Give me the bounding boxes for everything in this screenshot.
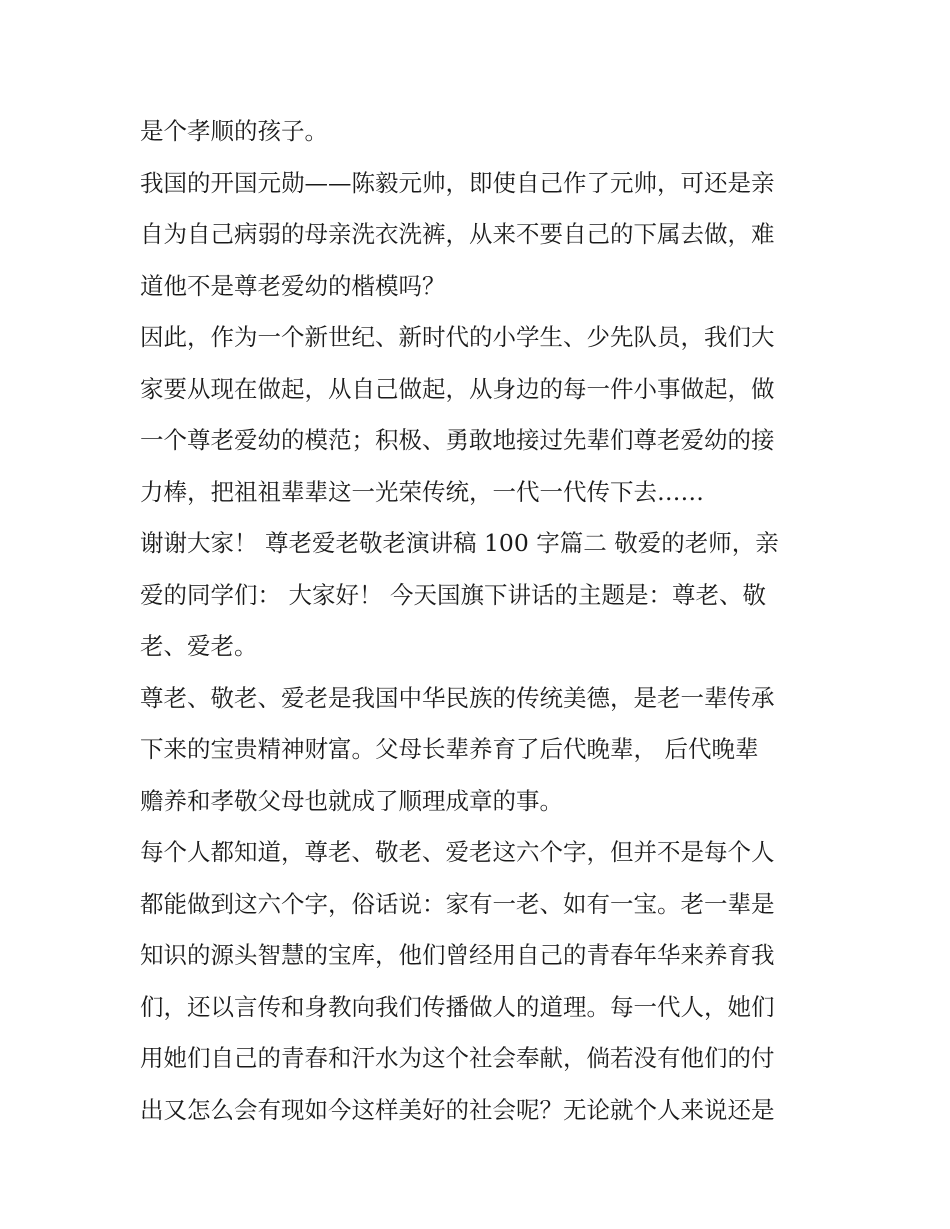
- text-line: 是个孝顺的孩子。: [140, 117, 328, 145]
- text-line: 们，还以言传和身教向我们传播做人的道理。每一代人，她们: [140, 992, 775, 1021]
- text-line: 爱的同学们： 大家好！ 今天国旗下讲话的主题是：尊老、敬: [140, 580, 766, 609]
- text-line: 都能做到这六个字，俗话说：家有一老、如有一宝。老一辈是: [140, 889, 775, 918]
- text-line: 知识的源头智慧的宝库，他们曾经用自己的青春年华来养育我: [140, 941, 775, 969]
- text-line: 谢谢大家！ 尊老爱老敬老演讲稿 100 字篇二 敬爱的老师，亲: [140, 529, 779, 557]
- text-line: 我国的开国元勋——陈毅元帅，即使自己作了元帅，可还是亲: [140, 168, 775, 197]
- text-line: 赡养和孝敬父母也就成了顺理成章的事。: [140, 786, 563, 815]
- text-line: 出又怎么会有现如今这样美好的社会呢？无论就个人来说还是: [140, 1095, 775, 1124]
- text-line: 一个尊老爱幼的模范；积极、勇敢地接过先辈们尊老爱幼的接: [140, 426, 775, 454]
- text-line: 自为自己病弱的母亲洗衣洗裤，从来不要自己的下属去做，难: [140, 220, 775, 248]
- text-line: 用她们自己的青春和汗水为这个社会奉献，倘若没有他们的付: [140, 1044, 775, 1072]
- text-line: 道他不是尊老爱幼的楷模吗？: [140, 271, 446, 300]
- text-line: 尊老、敬老、爱老是我国中华民族的传统美德，是老一辈传承: [140, 683, 775, 712]
- text-line: 家要从现在做起，从自己做起，从身边的每一件小事做起，做: [140, 374, 775, 403]
- text-line: 下来的宝贵精神财富。父母长辈养育了后代晚辈， 后代晚辈: [140, 735, 759, 763]
- text-line: 每个人都知道，尊老、敬老、爱老这六个字，但并不是每个人: [140, 838, 775, 866]
- text-line: 力棒，把祖祖辈辈这一光荣传统，一代一代传下去……: [140, 477, 704, 506]
- text-line: 老、爱老。: [140, 632, 258, 660]
- text-line: 因此，作为一个新世纪、新时代的小学生、少先队员，我们大: [140, 323, 775, 351]
- document-body: [140, 106, 820, 1136]
